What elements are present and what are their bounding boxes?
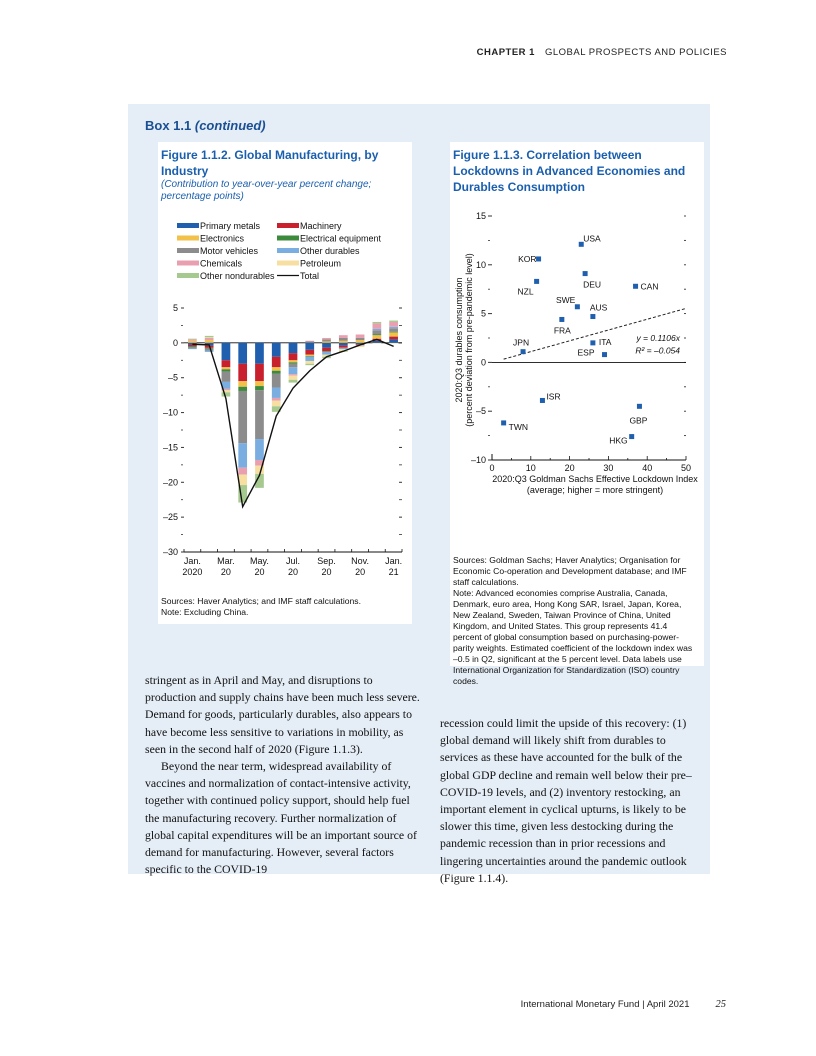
point-label: AUS: [589, 302, 608, 313]
figure-1-1-2: [158, 142, 412, 624]
point-label: TWN: [508, 421, 528, 432]
scatter-point: [590, 340, 595, 345]
bar-segment: [238, 391, 247, 443]
x-tick-label: 2020: [182, 567, 203, 577]
scatter-point: [575, 304, 580, 309]
bar-segment: [339, 338, 348, 341]
x-tick-label: Sep.: [317, 556, 336, 566]
bar-segment: [255, 390, 264, 439]
bar-segment: [205, 337, 214, 338]
legend-swatch: [177, 236, 199, 241]
legend-label: Machinery: [300, 221, 342, 231]
fit-equation: y = 0.1106x: [636, 332, 680, 343]
figure-notes: [453, 555, 693, 687]
scatter-point: [540, 398, 545, 403]
bar-segment: [222, 343, 231, 360]
legend-label: Chemicals: [200, 258, 243, 269]
bar-segment: [289, 380, 298, 383]
figure-note: Note: Advanced economies comprise Australia, Canada, Denmark, euro area, Hong Kong SAR, Israel, Japan, Korea, New Zealand, Sweden, Taiwan Province of China, United Kingdom, and United States. This group represents 41.4 percent of global consumption based on purchasing-power-parity weights. Estimated coefficient of the lockdown index was –0.5 in Q2, significant at the 5 percent level. Data labels use International Organization for Standardization (ISO) country codes.: [453, 588, 693, 686]
bar-segment: [305, 343, 314, 350]
bar-segment: [305, 355, 314, 356]
scatter-point: [501, 420, 506, 425]
bar-segment: [305, 341, 314, 342]
bar-segment: [372, 334, 381, 335]
bar-segment: [188, 346, 197, 347]
scatter-point: [590, 314, 595, 319]
bar-segment: [272, 398, 281, 401]
y-tick-label: –15: [162, 442, 178, 453]
chapter-label: CHAPTER 1: [476, 47, 535, 58]
scatter-point: [536, 256, 541, 261]
bar-segment: [356, 340, 365, 343]
bar-segment: [389, 327, 398, 328]
figure-title: Figure 1.1.3. Correlation between Lockdowns in Advanced Economies and Durables Consumption: [453, 148, 686, 194]
bar-segment: [305, 357, 314, 361]
bar-segment: [238, 443, 247, 467]
bar-segment: [188, 339, 197, 340]
x-tick-label: 20: [287, 567, 299, 577]
x-tick-label: May.: [250, 556, 269, 566]
x-tick-label: 20: [220, 567, 231, 577]
bar-segment: [289, 343, 298, 353]
legend-label: Electrical equipment: [300, 233, 382, 244]
y-axis-subtitle: (percent deviation from pre-pandemic level): [464, 253, 474, 427]
bar-segment: [339, 335, 348, 338]
scatter-point: [583, 271, 588, 276]
bar-segment: [205, 348, 214, 350]
bar-segment: [322, 351, 331, 352]
bar-segment: [389, 328, 398, 331]
bar-segment: [222, 360, 231, 367]
y-tick-label: 15: [475, 211, 486, 221]
x-tick-label: 10: [525, 463, 536, 473]
scatter-point: [521, 349, 526, 354]
y-tick-label: –20: [162, 477, 178, 488]
publisher-line: International Monetary Fund | April 2021: [520, 999, 690, 1010]
bar-segment: [238, 343, 247, 364]
paragraph: stringent as in April and May, and disruptions to production and supply chains have been much less severe. Demand for goods, particularly durables, also appears to have become less sensitive to variations in mobility, as seen in the second half of 2020 (Figure 1.1.3).: [145, 673, 420, 756]
x-tick-label: Jan.: [183, 556, 201, 566]
x-tick-label: 20: [355, 567, 366, 577]
legend-swatch: [277, 236, 299, 241]
x-tick-label: Jul.: [285, 556, 301, 566]
bar-segment: [255, 386, 264, 390]
bar-segment: [389, 343, 398, 344]
legend-label: Electronics: [200, 233, 245, 244]
manufacturing-chart: [158, 142, 412, 624]
paragraph: recession could limit the upside of this recovery: (1) global demand will likely shift from durables to services as these have accounted for the bulk of the global GDP decline and remain well below their pre–COVID-19 levels, and (2) inventory restocking, an important element in cyclical upturns, is likely to be slower this time, given less destocking during the pandemic recession than in prior recessions and lingering uncertainties around the pandemic outlook (Figure 1.1.4).: [440, 716, 692, 885]
bar-segment: [238, 381, 247, 387]
point-label: ITA: [598, 336, 612, 347]
bar-segment: [289, 374, 298, 375]
paragraph: Beyond the near term, widespread availability of vaccines and normalization of contact-intensive activity, together with continued policy support, should help fuel the manufacturing recovery. Further normalization of global capital expenditures will be an important source of demand for manufacturing. However, several factors specific to the COVID-19: [145, 759, 417, 877]
body-column-left: [145, 672, 420, 878]
bar-segment: [339, 348, 348, 349]
bar-segment: [372, 322, 381, 323]
bar-segment: [238, 364, 247, 381]
bar-segment: [255, 439, 264, 460]
x-tick-label: Jan.: [385, 556, 403, 566]
x-tick-label: 0: [489, 463, 495, 473]
bar-segment: [372, 343, 381, 344]
bar-segment: [222, 392, 231, 396]
legend-label: Primary metals: [200, 221, 261, 231]
legend-label: Total: [300, 271, 320, 281]
y-tick-label: –10: [162, 407, 178, 418]
x-tick-label: 50: [680, 463, 692, 473]
bar-segment: [372, 330, 381, 334]
legend-swatch: [177, 223, 199, 228]
bar-segment: [289, 367, 298, 374]
scatter-point: [534, 279, 539, 284]
scatter-point: [637, 404, 642, 409]
y-tick-label: –10: [470, 455, 486, 465]
bar-segment: [272, 401, 281, 407]
bar-segment: [272, 343, 281, 357]
scatter-point: [602, 352, 607, 357]
bar-segment: [205, 340, 214, 343]
bar-segment: [339, 343, 348, 346]
point-label: FRA: [553, 325, 571, 336]
page-number: 25: [715, 999, 726, 1010]
bar-segment: [238, 387, 247, 391]
bar-segment: [322, 338, 331, 339]
bar-segment: [272, 367, 281, 370]
x-tick-label: 40: [642, 463, 653, 473]
box-title: [145, 118, 266, 133]
bar-segment: [205, 348, 214, 349]
bar-segment: [238, 468, 247, 475]
y-tick-label: –5: [475, 406, 486, 417]
point-label: SWE: [555, 294, 576, 305]
bar-segment: [305, 350, 314, 355]
point-label: KOR: [518, 253, 537, 264]
figure-sources: Sources: Goldman Sachs; Haver Analytics; Organisation for Economic Co-operation and Development database; and IMF staff calculations.: [453, 555, 687, 587]
bar-segment: [222, 371, 231, 381]
bar-segment: [289, 376, 298, 380]
box-continued: (continued): [194, 118, 266, 133]
bar-segment: [188, 341, 197, 343]
bar-segment: [289, 362, 298, 363]
bar-segment: [289, 364, 298, 367]
body-column-right: [440, 715, 706, 887]
y-axis-title: 2020:Q3 durables consumption: [454, 277, 464, 403]
x-tick-label: 20: [321, 567, 332, 577]
bar-segment: [205, 338, 214, 340]
legend-label: Other nondurables: [200, 271, 275, 281]
bar-segment: [289, 353, 298, 360]
x-tick-label: Nov.: [351, 556, 369, 566]
figure-title: Figure 1.1.2. Global Manufacturing, by Industry: [161, 148, 379, 178]
bar-segment: [389, 332, 398, 336]
legend-label: Other durables: [300, 246, 360, 256]
y-tick-label: –25: [162, 512, 178, 523]
point-label: NZL: [517, 286, 534, 297]
bar-segment: [389, 337, 398, 340]
x-tick-label: Mar.: [217, 556, 235, 566]
bar-segment: [222, 369, 231, 371]
bar-segment: [205, 351, 214, 352]
bar-segment: [356, 334, 365, 337]
legend-swatch: [177, 261, 199, 266]
bar-segment: [305, 361, 314, 364]
y-tick-label: 0: [172, 337, 178, 348]
bar-segment: [389, 332, 398, 333]
point-label: HKG: [609, 435, 628, 446]
point-label: ISR: [546, 391, 561, 402]
point-label: DEU: [583, 279, 602, 290]
bar-segment: [188, 348, 197, 349]
bar-segment: [272, 357, 281, 367]
bar-segment: [372, 329, 381, 330]
legend-swatch: [177, 248, 199, 253]
chapter-title: GLOBAL PROSPECTS AND POLICIES: [544, 47, 727, 58]
x-tick-label: 21: [388, 567, 399, 577]
figure-note: Note: Excluding China.: [161, 607, 249, 617]
legend-label: Motor vehicles: [200, 246, 259, 256]
running-head: [477, 47, 727, 58]
bar-segment: [389, 321, 398, 322]
point-label: CAN: [640, 281, 659, 292]
bar-segment: [205, 336, 214, 337]
bar-segment: [322, 339, 331, 341]
y-tick-label: 5: [172, 303, 178, 313]
bar-segment: [305, 364, 314, 365]
figure-1-1-3: [450, 142, 704, 686]
bar-segment: [255, 364, 264, 381]
x-tick-label: 20: [254, 567, 265, 577]
bar-segment: [188, 339, 197, 340]
bar-segment: [255, 343, 264, 364]
page-footer: [521, 999, 726, 1010]
bar-segment: [372, 323, 381, 329]
bar-segment: [339, 341, 348, 343]
point-label: USA: [583, 233, 601, 244]
bar-segment: [322, 352, 331, 355]
figure-subtitle: (Contribution to year-over-year percent change; percentage points): [161, 179, 372, 202]
bar-segment: [356, 338, 365, 340]
x-axis-title: 2020:Q3 Goldman Sachs Effective Lockdown Index: [492, 474, 698, 484]
bar-segment: [272, 387, 281, 397]
legend-swatch: [277, 223, 299, 228]
y-tick-label: –5: [167, 372, 178, 383]
y-tick-label: 0: [480, 357, 486, 368]
scatter-point: [633, 284, 638, 289]
bar-segment: [188, 347, 197, 348]
bar-segment: [255, 381, 264, 386]
legend-swatch: [177, 273, 199, 278]
bar-segment: [389, 322, 398, 327]
y-tick-label: –30: [162, 547, 178, 557]
bar-segment: [322, 343, 331, 348]
bar-segment: [389, 339, 398, 342]
point-label: ESP: [577, 347, 595, 358]
bar-segment: [372, 335, 381, 338]
legend-swatch: [277, 248, 299, 253]
bar-segment: [289, 360, 298, 362]
box-number: Box 1.1: [145, 118, 192, 133]
legend-label: Petroleum: [300, 258, 342, 269]
bar-segment: [322, 341, 331, 342]
bar-segment: [305, 341, 314, 342]
bar-segment: [272, 371, 281, 374]
bar-segment: [222, 367, 231, 369]
fit-r2: R² = –0.054: [635, 345, 680, 356]
x-tick-label: 30: [603, 463, 614, 473]
bar-segment: [322, 348, 331, 351]
point-label: GBP: [629, 415, 648, 426]
y-tick-label: 5: [480, 308, 486, 319]
figure-sources: Sources: Haver Analytics; and IMF staff calculations.: [161, 596, 361, 606]
scatter-point: [629, 434, 634, 439]
figure-notes: [161, 596, 407, 618]
bar-segment: [305, 356, 314, 357]
x-axis-subtitle: (average; higher = more stringent): [526, 485, 664, 495]
point-label: JPN: [513, 337, 530, 348]
x-tick-label: 20: [564, 463, 575, 473]
bar-segment: [272, 374, 281, 388]
y-tick-label: 10: [475, 259, 486, 270]
bar-segment: [339, 346, 348, 348]
bar-segment: [188, 345, 197, 346]
legend-swatch: [277, 261, 299, 266]
scatter-point: [559, 317, 564, 322]
